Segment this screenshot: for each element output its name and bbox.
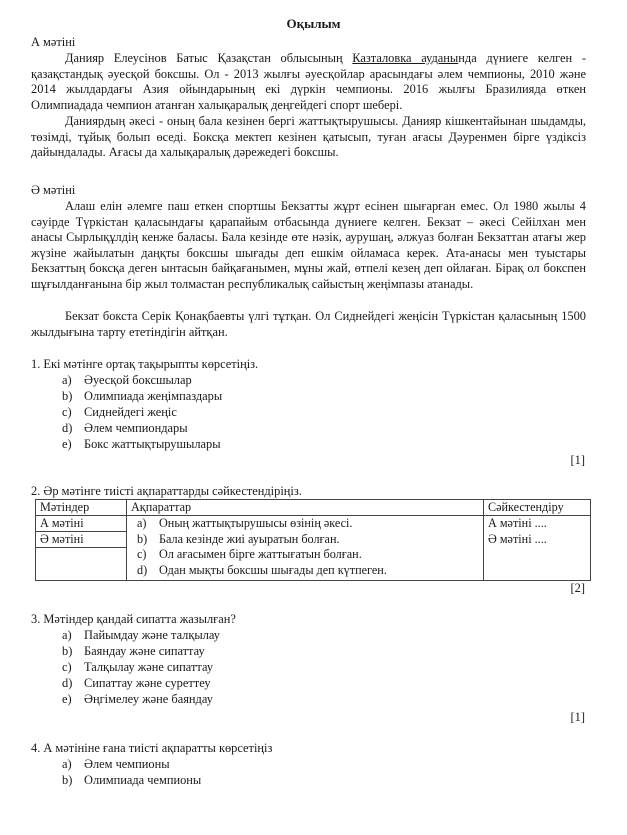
matching-table [35, 499, 591, 581]
matching-table-header [36, 500, 591, 516]
text-b-label: Ә мәтіні [31, 183, 76, 197]
text-a-label: А мәтіні [31, 35, 76, 49]
text-a-paragraph-2 [31, 114, 586, 161]
q1-option-a[interactable] [62, 373, 222, 389]
info-letter: a) [137, 516, 147, 531]
question-1: 1. Екі мәтінге ортақ тақырыпты көрсетіңіз. [31, 357, 259, 371]
option-text: Сипаттау және суреттеу [84, 676, 211, 690]
option-letter: b) [62, 644, 73, 658]
info-item-c [137, 547, 479, 563]
texts-cell-blank [36, 548, 126, 580]
q4-option-b[interactable] [62, 773, 201, 789]
question-1-options [62, 373, 222, 453]
header-info: Ақпараттар [127, 500, 484, 516]
text-b-box: Ә мәтіні [36, 532, 126, 548]
question-1-score: [1] [570, 453, 585, 467]
text-b-paragraph-1 [31, 199, 586, 293]
option-text: Әлем чемпиондары [84, 421, 188, 435]
text-a-p2-text: Даниярдың әкесі - оның бала кезінен бергі жаттықтырушысы. Данияр кішкентайынан шыдамды, төзімді, тұйық болып өседі. Боксқа мектеп кезінен қатысып, туған ағасы Дәуренмен бірге үздіксіз дайындалады. Ағасы да халықаралық дәрежедегі боксшы. [31, 114, 586, 160]
q1-option-e[interactable] [62, 437, 222, 453]
option-text: Баяндау және сипаттау [84, 644, 205, 658]
option-text: Пайымдау және талқылау [84, 628, 220, 642]
texts-cell [36, 516, 127, 581]
info-cell [127, 516, 484, 581]
option-text: Олимпиада чемпионы [84, 773, 202, 787]
match-answer-b[interactable]: Ә мәтіні .... [488, 531, 547, 546]
option-letter: a) [62, 628, 72, 642]
option-letter: c) [62, 660, 72, 674]
option-text: Сиднейдегі жеңіс [84, 405, 177, 419]
match-cell[interactable] [484, 516, 591, 581]
page-title: Оқылым [286, 16, 341, 31]
option-text: Олимпиада жеңімпаздары [84, 389, 223, 403]
matching-table-body [36, 516, 591, 581]
info-text: Одан мықты боксшы шығады деп күтпеген. [159, 562, 387, 577]
question-2: 2. Әр мәтінге тиісті ақпараттарды сәйкестендіріңіз. [31, 484, 302, 498]
info-letter: b) [137, 531, 148, 546]
option-text: Әуесқой боксшылар [84, 373, 192, 387]
q1-option-b[interactable] [62, 389, 222, 405]
option-letter: a) [62, 373, 72, 387]
question-2-score: [2] [570, 581, 585, 595]
option-letter: b) [62, 773, 73, 787]
info-item-d [137, 563, 479, 579]
question-3-score: [1] [570, 710, 585, 724]
option-text: Бокс жаттықтырушылары [84, 437, 221, 451]
question-3-options [62, 628, 220, 708]
question-4-options [62, 757, 201, 789]
option-text: Талқылау және сипаттау [84, 660, 214, 674]
option-letter: a) [62, 757, 72, 771]
info-letter: d) [137, 562, 148, 577]
text-b-p2-text: Бекзат бокста Серік Қонақбаевты үлгі тұтқан. Ол Сиднейдегі жеңісін Түркістан қаласының 1500 жылдығына тарту ететіндігін айтқан. [31, 309, 586, 339]
question-3: 3. Мәтіндер қандай сипатта жазылған? [31, 612, 236, 626]
text-a-p1-end: нда дүниеге келген - қазақстандық әуесқой боксшы. Ол - 2013 жылғы әуесқойлар арасындағы әлем чемпионы, 2010 және 2014 жылдардағы Азия ойындарының екі дүркін чемпионы. 2016 жылғы Бразилияда өткен Олимпиадада чемпион атанған халықаралық деңгейдегі спорт шебері. [31, 51, 586, 112]
text-a-underlined-place: Казталовка ауданы [352, 51, 459, 65]
q3-option-e[interactable] [62, 692, 220, 708]
q3-option-b[interactable] [62, 644, 220, 660]
q3-option-c[interactable] [62, 660, 220, 676]
info-letter: c) [137, 547, 147, 562]
option-letter: d) [62, 421, 73, 435]
info-text: Оның жаттықтырушысы өзінің әкесі. [159, 516, 353, 531]
text-b-paragraph-2 [31, 309, 586, 340]
q3-option-a[interactable] [62, 628, 220, 644]
option-text: Әлем чемпионы [84, 757, 170, 771]
q3-option-d[interactable] [62, 676, 220, 692]
info-item-b [137, 532, 479, 548]
option-text: Әңгімелеу және баяндау [84, 692, 213, 706]
q1-option-d[interactable] [62, 421, 222, 437]
match-answer-a[interactable]: А мәтіні .... [488, 516, 547, 531]
question-4: 4. А мәтініне ғана тиісті ақпаратты көрсетіңіз [31, 741, 273, 755]
info-text: Ол ағасымен бірге жаттығатын болған. [159, 547, 362, 562]
q1-option-c[interactable] [62, 405, 222, 421]
text-a-box: А мәтіні [36, 516, 126, 532]
option-letter: b) [62, 389, 73, 403]
info-item-a [137, 516, 479, 532]
option-letter: e) [62, 437, 72, 451]
q4-option-a[interactable] [62, 757, 201, 773]
header-texts: Мәтіндер [36, 500, 127, 516]
header-match: Сәйкестендіру [484, 500, 591, 516]
text-a-paragraph-1 [31, 51, 586, 113]
info-text: Бала кезінде жиі ауыратын болған. [159, 531, 340, 546]
text-a-p1-start: Данияр Елеусінов Батыс Қазақстан облысының [65, 51, 353, 65]
option-letter: c) [62, 405, 72, 419]
option-letter: d) [62, 676, 73, 690]
option-letter: e) [62, 692, 72, 706]
text-b-p1-text: Алаш елін әлемге паш еткен спортшы Бекзатты жұрт есінен шығарған емес. Ол 1980 жылы 4 сәуірде Түркістан қаласындағы қарапайым отбасында дүниеге келген. Бекзат – әкесі Сейілхан мен анасы Сырлықұлдің кенже баласы. Бала кезінде өте нәзік, аурушаң, әлжуаз болған Бекзаттан атағы жер жүзіне жайылатын даңқты боксшы шығады деп ешкім ойламаса керек. Ата-анасы мен туыстары Бекзаттың боксқа деген ынтасын байқағанымен, мұны жай, өтпелі кезең деп ойлаған. Бірақ ол бокспен шұғылданғанына бір жыл толмастан республикалық сайыстың жеңімпазы атанады. [31, 199, 586, 291]
